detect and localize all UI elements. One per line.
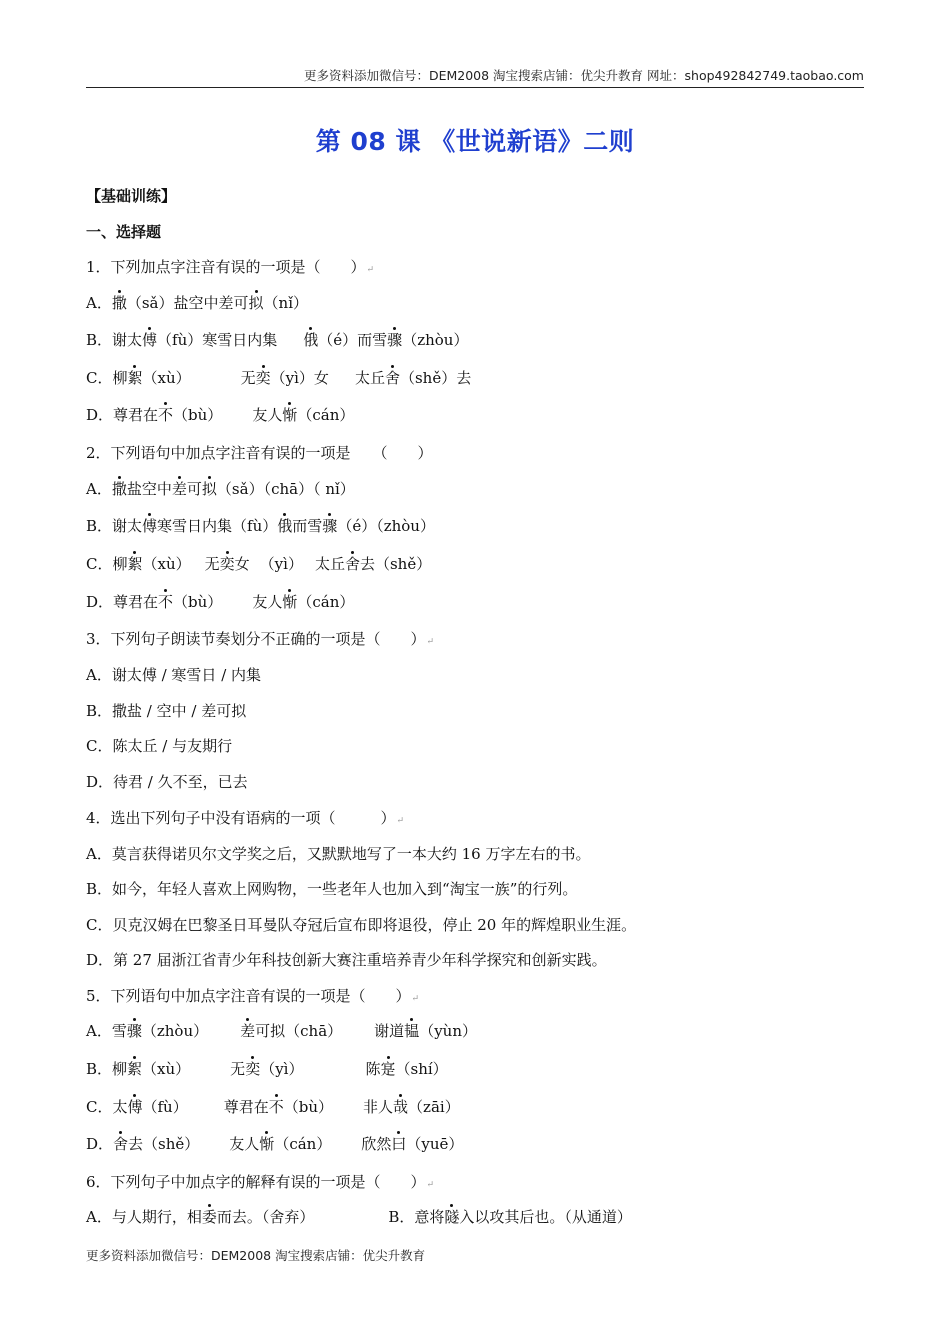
q4-option-c[interactable]: C．贝克汉姆在巴黎圣日耳曼队夺冠后宣布即将退役，停止 20 年的辉煌职业生涯。 bbox=[86, 916, 637, 934]
paragraph-mark-icon: ↵ bbox=[366, 265, 375, 275]
q1-option-a[interactable]: A．撒（sǎ）盐空中差可拟（nǐ） bbox=[86, 294, 308, 312]
q2-option-d[interactable]: D．尊君在不（bù） 友人惭（cán） bbox=[86, 593, 355, 611]
header-rule bbox=[86, 87, 864, 88]
emphasis-dot-char: 舍 bbox=[113, 1135, 129, 1153]
emphasis-dot-char: 惭 bbox=[259, 1135, 275, 1153]
paragraph-mark-icon: ↵ bbox=[396, 816, 405, 826]
emphasis-dot-char: 拟 bbox=[201, 480, 217, 498]
q2-option-c[interactable]: C．柳絮（xù） 无奕女 （yì） 太丘舍去（shě） bbox=[86, 555, 432, 573]
emphasis-dot-char: 曰 bbox=[391, 1135, 407, 1153]
q3-option-a[interactable]: A．谢太傅 / 寒雪日 / 内集 bbox=[86, 666, 262, 684]
q6-options-row bbox=[86, 1206, 632, 1227]
q1-option-c[interactable]: C．柳絮（xù） 无奕（yì）女 太丘舍（shě）去 bbox=[86, 369, 472, 387]
emphasis-dot-char: 哉 bbox=[393, 1098, 409, 1116]
q6-option-b[interactable]: B．意将隧入以攻其后也。（从通道） bbox=[388, 1208, 632, 1226]
paragraph-mark-icon: ↵ bbox=[426, 637, 435, 647]
section-part1: 一、选择题 bbox=[86, 223, 162, 241]
emphasis-dot-char: 舍 bbox=[384, 369, 400, 387]
q4-option-a[interactable]: A．莫言获得诺贝尔文学奖之后，又默默地写了一本大约 16 万字左右的书。 bbox=[86, 845, 591, 863]
emphasis-dot-char: 骤 bbox=[387, 331, 403, 349]
emphasis-dot-char: 俄 bbox=[277, 517, 293, 535]
emphasis-dot-char: 委 bbox=[201, 1208, 217, 1226]
emphasis-dot-char: 骤 bbox=[126, 1022, 142, 1040]
section-basic: 【基础训练】 bbox=[86, 187, 177, 205]
emphasis-dot-char: 不 bbox=[158, 593, 174, 611]
q1-stem: 1．下列加点字注音有误的一项是（ ）↵ bbox=[86, 258, 375, 276]
q5-stem: 5．下列语句中加点字注音有误的一项是（ ）↵ bbox=[86, 987, 420, 1005]
q6-option-a[interactable]: A．与人期行，相委而去。（舍弃） bbox=[86, 1208, 315, 1226]
emphasis-dot-char: 俄 bbox=[303, 331, 319, 349]
emphasis-dot-char: 撒 bbox=[111, 294, 127, 312]
emphasis-dot-char: 不 bbox=[268, 1098, 284, 1116]
emphasis-dot-char: 差 bbox=[171, 480, 187, 498]
emphasis-dot-char: 傅 bbox=[127, 1098, 143, 1116]
emphasis-dot-char: 舍 bbox=[344, 555, 360, 573]
paragraph-mark-icon: ↵ bbox=[426, 1180, 435, 1190]
emphasis-dot-char: 傅 bbox=[142, 517, 158, 535]
q3-option-b[interactable]: B．撒盐 / 空中 / 差可拟 bbox=[86, 702, 247, 720]
emphasis-dot-char: 韫 bbox=[404, 1022, 420, 1040]
emphasis-dot-char: 奕 bbox=[219, 555, 235, 573]
emphasis-dot-char: 拟 bbox=[248, 294, 264, 312]
emphasis-dot-char: 差 bbox=[240, 1022, 256, 1040]
paragraph-mark-icon: ↵ bbox=[411, 994, 420, 1004]
q3-option-d[interactable]: D．待君 / 久不至，已去 bbox=[86, 773, 248, 791]
q5-option-c[interactable]: C．太傅（fù） 尊君在不（bù） 非人哉（zāi） bbox=[86, 1098, 460, 1116]
q5-option-d[interactable]: D．舍去（shě） 友人惭（cán） 欣然曰（yuē） bbox=[86, 1135, 464, 1153]
q3-option-c[interactable]: C．陈太丘 / 与友期行 bbox=[86, 737, 233, 755]
q3-stem: 3．下列句子朗读节奏划分不正确的一项是（ ）↵ bbox=[86, 630, 435, 648]
q1-option-b[interactable]: B．谢太傅（fù）寒雪日内集 俄（é）而雪骤（zhòu） bbox=[86, 331, 469, 349]
page-footer: 更多资料添加微信号：DEM2008 淘宝搜索店铺：优尖升教育 bbox=[86, 1248, 426, 1263]
emphasis-dot-char: 隧 bbox=[444, 1208, 460, 1226]
page-header: 更多资料添加微信号：DEM2008 淘宝搜索店铺：优尖升教育 网址：shop492842749.taobao.com bbox=[303, 68, 864, 83]
q4-stem: 4．选出下列句子中没有语病的一项（ ）↵ bbox=[86, 809, 405, 827]
emphasis-dot-char: 撒 bbox=[111, 480, 127, 498]
emphasis-dot-char: 骤 bbox=[322, 517, 338, 535]
q1-option-d[interactable]: D．尊君在不（bù） 友人惭（cán） bbox=[86, 406, 355, 424]
emphasis-dot-char: 寔 bbox=[380, 1060, 396, 1078]
q2-option-a[interactable]: A．撒盐空中差可拟（sǎ）（chā）（ nǐ） bbox=[86, 480, 355, 498]
q4-option-d[interactable]: D．第 27 届浙江省青少年科技创新大赛注重培养青少年科学探究和创新实践。 bbox=[86, 951, 607, 969]
emphasis-dot-char: 傅 bbox=[142, 331, 158, 349]
emphasis-dot-char: 絮 bbox=[127, 555, 143, 573]
emphasis-dot-char: 絮 bbox=[127, 369, 143, 387]
emphasis-dot-char: 絮 bbox=[127, 1060, 143, 1078]
emphasis-dot-char: 不 bbox=[158, 406, 174, 424]
q2-stem: 2．下列语句中加点字注音有误的一项是 （ ） bbox=[86, 444, 433, 462]
emphasis-dot-char: 奕 bbox=[245, 1060, 261, 1078]
page-title: 第 08 课 《世说新语》二则 bbox=[315, 127, 635, 156]
emphasis-dot-char: 惭 bbox=[282, 406, 298, 424]
q2-option-b[interactable]: B．谢太傅寒雪日内集（fù）俄而雪骤（é）（zhòu） bbox=[86, 517, 435, 535]
emphasis-dot-char: 惭 bbox=[282, 593, 298, 611]
q6-stem: 6．下列句子中加点字的解释有误的一项是（ ）↵ bbox=[86, 1173, 435, 1191]
q5-option-b[interactable]: B．柳絮（xù） 无奕（yì） 陈寔（shí） bbox=[86, 1060, 448, 1078]
emphasis-dot-char: 奕 bbox=[255, 369, 271, 387]
q5-option-a[interactable]: A．雪骤（zhòu） 差可拟（chā） 谢道韫（yùn） bbox=[86, 1022, 477, 1040]
q4-option-b[interactable]: B．如今，年轻人喜欢上网购物，一些老年人也加入到“淘宝一族”的行列。 bbox=[86, 880, 578, 898]
